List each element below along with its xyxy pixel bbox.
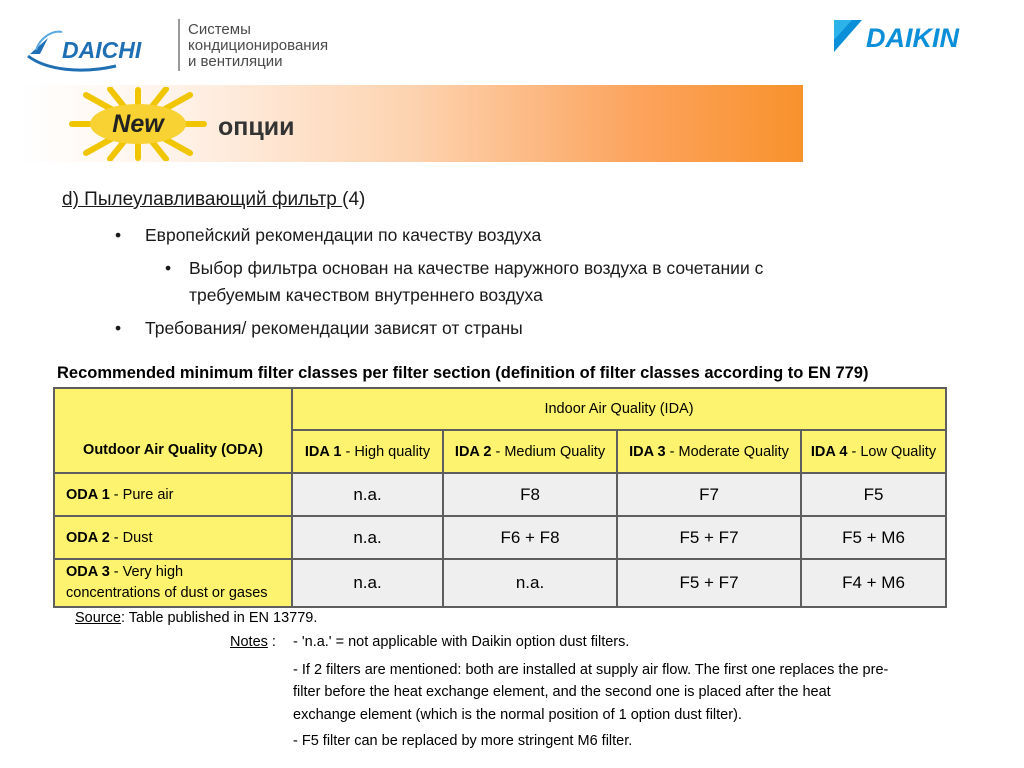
source-text: : Table published in EN 13779. xyxy=(120,610,318,626)
source-label: Source xyxy=(75,610,121,626)
ida-code: IDA 1 xyxy=(304,443,342,460)
oda-desc-continued: concentrations of dust or gases xyxy=(66,585,268,601)
bullet-text: требуемым качеством внутреннего воздуха xyxy=(189,285,543,305)
notes-label xyxy=(230,634,276,650)
tagline-line: кондиционирования xyxy=(188,37,329,54)
new-badge-text: New xyxy=(112,110,164,138)
header-divider xyxy=(178,19,180,71)
oda-row-header xyxy=(54,473,292,516)
ida-desc: - Low Quality xyxy=(847,443,937,460)
note-line: filter before the heat exchange element, and the second one is placed after the heat xyxy=(293,684,831,700)
table-cell: F5 + F7 xyxy=(617,559,801,607)
bullet-dot: • xyxy=(115,318,122,338)
note-line: - If 2 filters are mentioned: both are installed at supply air flow. The first one replaces the pre- xyxy=(293,662,889,678)
bullet-item xyxy=(115,315,523,342)
sub-bullet-continuation xyxy=(189,282,543,309)
ida-code: IDA 2 xyxy=(454,443,492,460)
tagline-line: и вентиляции xyxy=(188,53,283,70)
ida-column-header xyxy=(617,430,801,473)
heading-underlined: d) Пылеулавливающий фильтр xyxy=(62,189,343,210)
table-row xyxy=(54,473,946,516)
ida-desc: - Moderate Quality xyxy=(665,443,789,460)
ida-column-header xyxy=(292,430,443,473)
table-row xyxy=(54,559,946,607)
banner-title: опции xyxy=(218,113,295,141)
section-heading xyxy=(62,189,365,211)
oda-header: Outdoor Air Quality (ODA) xyxy=(54,388,292,473)
table-cell: F8 xyxy=(443,473,617,516)
oda-code: ODA 2 xyxy=(66,529,110,546)
bullet-text: Требования/ рекомендации зависят от страны xyxy=(145,318,523,338)
table-cell: F5 + M6 xyxy=(801,516,946,559)
table-cell: n.a. xyxy=(292,473,443,516)
ida-header: Indoor Air Quality (IDA) xyxy=(292,388,946,430)
bullet-dot: • xyxy=(165,258,172,278)
table-cell: F5 xyxy=(801,473,946,516)
ida-code: IDA 4 xyxy=(810,443,848,460)
ida-column-header xyxy=(801,430,946,473)
oda-desc: - Very high xyxy=(109,564,184,580)
table-cell: n.a. xyxy=(292,559,443,607)
table-caption: Recommended minimum filter classes per filter section (definition of filter classes according to EN 779) xyxy=(57,364,869,382)
table-cell: n.a. xyxy=(292,516,443,559)
daikin-logo xyxy=(832,18,998,54)
source-line xyxy=(75,610,317,626)
tagline-line: Системы xyxy=(188,21,251,38)
ida-column-header xyxy=(443,430,617,473)
daikin-logo-text: DAIKIN xyxy=(866,23,959,53)
daichi-tagline xyxy=(188,22,328,70)
new-starburst-icon xyxy=(68,87,208,161)
oda-code: ODA 3 xyxy=(66,564,110,580)
oda-row-header xyxy=(54,516,292,559)
sub-bullet-item xyxy=(165,255,764,282)
oda-code: ODA 1 xyxy=(66,486,110,503)
daichi-logo-text: DAICHI xyxy=(62,37,142,63)
notes-colon: : xyxy=(267,634,276,650)
oda-desc: - Dust xyxy=(109,529,153,546)
notes-label-text: Notes xyxy=(230,634,268,650)
oda-desc: - Pure air xyxy=(109,486,174,503)
oda-row-header xyxy=(54,559,292,607)
ida-code: IDA 3 xyxy=(629,443,666,460)
ida-desc: - High quality xyxy=(341,443,431,460)
table-cell: n.a. xyxy=(443,559,617,607)
bullet-dot: • xyxy=(115,225,122,245)
table-row xyxy=(54,516,946,559)
bullet-item xyxy=(115,222,542,249)
bullet-text: Выбор фильтра основан на качестве наружного воздуха в сочетании с xyxy=(189,258,764,278)
daichi-logo xyxy=(26,20,178,74)
ida-desc: - Medium Quality xyxy=(491,443,606,460)
note-line: exchange element (which is the normal position of 1 option dust filter). xyxy=(293,707,742,723)
heading-number: (4) xyxy=(342,189,366,210)
table-cell: F5 + F7 xyxy=(617,516,801,559)
note-line: - 'n.a.' = not applicable with Daikin option dust filters. xyxy=(293,634,630,650)
bullet-text: Европейский рекомендации по качеству воздуха xyxy=(145,225,542,245)
table-cell: F6 + F8 xyxy=(443,516,617,559)
table-cell: F7 xyxy=(617,473,801,516)
section-banner xyxy=(18,85,803,162)
table-cell: F4 + M6 xyxy=(801,559,946,607)
note-line: - F5 filter can be replaced by more stringent M6 filter. xyxy=(293,733,633,749)
filter-classes-table xyxy=(53,387,947,608)
